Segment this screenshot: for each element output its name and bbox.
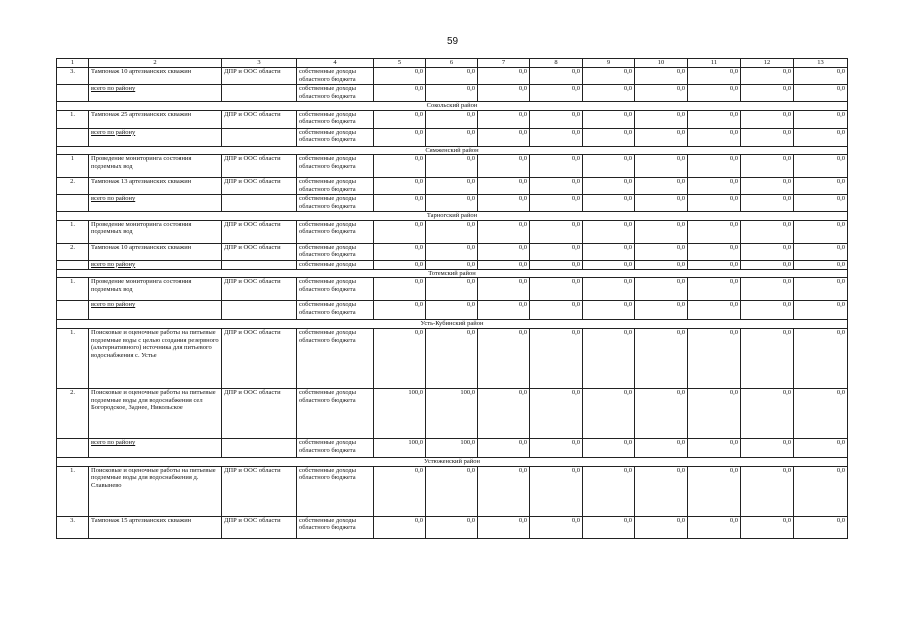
- amount-cell: 0,0: [794, 128, 848, 146]
- amount-cell: 0,0: [374, 128, 426, 146]
- funding-source: собственные доходы областного бюджета: [297, 85, 374, 102]
- district-name: Усть-Кубинский район: [57, 320, 848, 329]
- amount-cell: 0,0: [741, 466, 794, 516]
- amount-cell: 0,0: [635, 220, 688, 243]
- amount-cell: 0,0: [794, 301, 848, 320]
- amount-cell: 0,0: [741, 260, 794, 269]
- district-total-row: [57, 260, 848, 269]
- amount-cell: 0,0: [794, 516, 848, 538]
- amount-cell: 0,0: [794, 328, 848, 388]
- amount-cell: 0,0: [530, 195, 583, 212]
- amount-cell: 0,0: [741, 68, 794, 85]
- funding-source: собственные доходы областного бюджета: [297, 388, 374, 438]
- row-number: 2.: [57, 243, 89, 260]
- amount-cell: 0,0: [530, 278, 583, 301]
- amount-cell: 0,0: [374, 155, 426, 178]
- amount-cell: 0,0: [635, 85, 688, 102]
- measure-name: Тампонаж 10 артезианских скважин: [89, 68, 222, 85]
- amount-cell: 0,0: [478, 438, 530, 457]
- amount-cell: 0,0: [635, 438, 688, 457]
- amount-cell: 0,0: [741, 243, 794, 260]
- amount-cell: 0,0: [583, 466, 635, 516]
- amount-cell: 0,0: [688, 438, 741, 457]
- amount-cell: 0,0: [688, 85, 741, 102]
- measure-name: Тампонаж 25 артезианских скважин: [89, 110, 222, 128]
- amount-cell: 0,0: [741, 128, 794, 146]
- table-row: [57, 220, 848, 243]
- amount-cell: 0,0: [583, 243, 635, 260]
- amount-cell: 0,0: [426, 243, 478, 260]
- amount-cell: 0,0: [635, 260, 688, 269]
- measure-name: Проведение мониторинга состояния подземных вод: [89, 220, 222, 243]
- amount-cell: 0,0: [478, 68, 530, 85]
- amount-cell: 0,0: [374, 466, 426, 516]
- responsible-org: ДПР и ООС области: [222, 466, 297, 516]
- amount-cell: 0,0: [530, 155, 583, 178]
- amount-cell: 0,0: [688, 155, 741, 178]
- responsible-org: ДПР и ООС области: [222, 328, 297, 388]
- amount-cell: 100,0: [374, 388, 426, 438]
- row-number: [57, 195, 89, 212]
- responsible-org: ДПР и ООС области: [222, 68, 297, 85]
- amount-cell: 0,0: [794, 278, 848, 301]
- amount-cell: 0,0: [688, 301, 741, 320]
- amount-cell: 0,0: [374, 301, 426, 320]
- amount-cell: 0,0: [741, 516, 794, 538]
- measure-name: всего по району: [89, 85, 222, 102]
- amount-cell: 0,0: [688, 195, 741, 212]
- amount-cell: 0,0: [374, 516, 426, 538]
- funding-source: собственные доходы областного бюджета: [297, 328, 374, 388]
- amount-cell: 0,0: [426, 260, 478, 269]
- column-header: 10: [635, 59, 688, 68]
- amount-cell: 0,0: [426, 466, 478, 516]
- amount-cell: 0,0: [583, 301, 635, 320]
- amount-cell: 0,0: [583, 516, 635, 538]
- funding-source: собственные доходы областного бюджета: [297, 110, 374, 128]
- funding-source: собственные доходы областного бюджета: [297, 516, 374, 538]
- amount-cell: 0,0: [688, 243, 741, 260]
- amount-cell: 0,0: [635, 278, 688, 301]
- amount-cell: 0,0: [794, 388, 848, 438]
- amount-cell: 0,0: [478, 278, 530, 301]
- column-header: 8: [530, 59, 583, 68]
- district-header-row: [57, 320, 848, 329]
- amount-cell: 0,0: [583, 195, 635, 212]
- table-row: [57, 388, 848, 438]
- amount-cell: 0,0: [741, 328, 794, 388]
- amount-cell: 0,0: [426, 220, 478, 243]
- measure-name: Проведение мониторинга состояния подземных вод: [89, 155, 222, 178]
- measure-name: всего по району: [89, 128, 222, 146]
- amount-cell: 0,0: [478, 178, 530, 195]
- row-number: [57, 85, 89, 102]
- amount-cell: 0,0: [794, 85, 848, 102]
- amount-cell: 0,0: [478, 301, 530, 320]
- amount-cell: 0,0: [583, 328, 635, 388]
- district-total-row: [57, 301, 848, 320]
- amount-cell: 0,0: [530, 328, 583, 388]
- amount-cell: 0,0: [794, 260, 848, 269]
- amount-cell: 0,0: [635, 388, 688, 438]
- page-number: 59: [446, 36, 459, 47]
- amount-cell: 0,0: [530, 466, 583, 516]
- table-body: [57, 59, 848, 539]
- amount-cell: 0,0: [741, 438, 794, 457]
- measure-name: всего по району: [89, 195, 222, 212]
- row-number: 1.: [57, 220, 89, 243]
- amount-cell: 0,0: [583, 68, 635, 85]
- amount-cell: 0,0: [530, 438, 583, 457]
- table-row: [57, 243, 848, 260]
- amount-cell: 0,0: [478, 195, 530, 212]
- row-number: 3.: [57, 516, 89, 538]
- responsible-org: ДПР и ООС области: [222, 155, 297, 178]
- district-total-row: [57, 85, 848, 102]
- column-number-row: [57, 59, 848, 68]
- amount-cell: 0,0: [688, 178, 741, 195]
- district-header-row: [57, 212, 848, 221]
- table-row: [57, 178, 848, 195]
- responsible-org: [222, 85, 297, 102]
- row-number: [57, 301, 89, 320]
- table-row: [57, 110, 848, 128]
- funding-source: собственные доходы областного бюджета: [297, 301, 374, 320]
- row-number: 2.: [57, 178, 89, 195]
- amount-cell: 0,0: [741, 278, 794, 301]
- amount-cell: 0,0: [426, 155, 478, 178]
- funding-source: собственные доходы областного бюджета: [297, 155, 374, 178]
- measure-name: Поисковые и оценочные работы на питьевые подземные воды с целью создания резервного (альтернативного) источника для питьевого водоснабжения с. Устье: [89, 328, 222, 388]
- amount-cell: 0,0: [794, 68, 848, 85]
- table-row: [57, 516, 848, 538]
- amount-cell: 0,0: [426, 178, 478, 195]
- district-header-row: [57, 457, 848, 466]
- district-total-row: [57, 438, 848, 457]
- amount-cell: 100,0: [426, 438, 478, 457]
- amount-cell: 0,0: [426, 195, 478, 212]
- measure-name: Поисковые и оценочные работы на питьевые подземные воды для водоснабжения сел Богородское, Заднее, Никольское: [89, 388, 222, 438]
- district-header-row: [57, 146, 848, 155]
- amount-cell: 0,0: [794, 466, 848, 516]
- funding-source: собственные доходы областного бюджета: [297, 466, 374, 516]
- amount-cell: 0,0: [635, 516, 688, 538]
- funding-source: собственные доходы областного бюджета: [297, 220, 374, 243]
- row-number: [57, 438, 89, 457]
- responsible-org: [222, 195, 297, 212]
- funding-source: собственные доходы областного бюджета: [297, 438, 374, 457]
- amount-cell: 0,0: [741, 195, 794, 212]
- funding-source: собственные доходы областного бюджета: [297, 243, 374, 260]
- amount-cell: 0,0: [741, 110, 794, 128]
- amount-cell: 0,0: [530, 128, 583, 146]
- responsible-org: ДПР и ООС области: [222, 278, 297, 301]
- amount-cell: 0,0: [478, 388, 530, 438]
- column-header: 4: [297, 59, 374, 68]
- responsible-org: ДПР и ООС области: [222, 243, 297, 260]
- row-number: 1.: [57, 278, 89, 301]
- district-name: Тотемский район: [57, 269, 848, 278]
- responsible-org: [222, 438, 297, 457]
- responsible-org: ДПР и ООС области: [222, 110, 297, 128]
- amount-cell: 0,0: [530, 68, 583, 85]
- budget-table: [56, 58, 848, 539]
- amount-cell: 0,0: [374, 328, 426, 388]
- row-number: 1: [57, 155, 89, 178]
- measure-name: всего по району: [89, 301, 222, 320]
- amount-cell: 0,0: [741, 178, 794, 195]
- funding-source: собственные доходы областного бюджета: [297, 195, 374, 212]
- measure-name: всего по району: [89, 438, 222, 457]
- amount-cell: 0,0: [478, 328, 530, 388]
- column-header: 2: [89, 59, 222, 68]
- amount-cell: 0,0: [426, 301, 478, 320]
- amount-cell: 0,0: [583, 85, 635, 102]
- amount-cell: 0,0: [741, 220, 794, 243]
- amount-cell: 0,0: [530, 243, 583, 260]
- column-header: 11: [688, 59, 741, 68]
- table-row: [57, 155, 848, 178]
- amount-cell: 0,0: [374, 178, 426, 195]
- amount-cell: 0,0: [478, 260, 530, 269]
- responsible-org: [222, 301, 297, 320]
- measure-name: Тампонаж 15 артезианских скважин: [89, 516, 222, 538]
- measure-name: Поисковые и оценочные работы на питьевые подземные воды для водоснабжения д. Славынево: [89, 466, 222, 516]
- funding-source: собственные доходы: [297, 260, 374, 269]
- measure-name: всего по району: [89, 260, 222, 269]
- responsible-org: ДПР и ООС области: [222, 178, 297, 195]
- amount-cell: 0,0: [374, 85, 426, 102]
- amount-cell: 0,0: [688, 220, 741, 243]
- table-row: [57, 68, 848, 85]
- amount-cell: 0,0: [374, 195, 426, 212]
- amount-cell: 0,0: [635, 128, 688, 146]
- row-number: 1.: [57, 110, 89, 128]
- amount-cell: 0,0: [741, 301, 794, 320]
- amount-cell: 0,0: [635, 178, 688, 195]
- amount-cell: 0,0: [374, 220, 426, 243]
- column-header: 13: [794, 59, 848, 68]
- amount-cell: 0,0: [583, 128, 635, 146]
- amount-cell: 0,0: [426, 68, 478, 85]
- amount-cell: 0,0: [635, 328, 688, 388]
- amount-cell: 100,0: [426, 388, 478, 438]
- amount-cell: 0,0: [478, 516, 530, 538]
- row-number: 3.: [57, 68, 89, 85]
- amount-cell: 0,0: [426, 278, 478, 301]
- amount-cell: 0,0: [794, 155, 848, 178]
- amount-cell: 0,0: [374, 278, 426, 301]
- row-number: [57, 128, 89, 146]
- amount-cell: 0,0: [688, 128, 741, 146]
- amount-cell: 0,0: [688, 516, 741, 538]
- responsible-org: ДПР и ООС области: [222, 388, 297, 438]
- district-name: Устюженский район: [57, 457, 848, 466]
- district-name: Тарногский район: [57, 212, 848, 221]
- amount-cell: 0,0: [635, 301, 688, 320]
- amount-cell: 0,0: [688, 466, 741, 516]
- amount-cell: 0,0: [794, 110, 848, 128]
- amount-cell: 0,0: [794, 243, 848, 260]
- row-number: 1.: [57, 466, 89, 516]
- amount-cell: 0,0: [374, 243, 426, 260]
- amount-cell: 0,0: [478, 128, 530, 146]
- district-name: Сокольский район: [57, 102, 848, 111]
- district-total-row: [57, 128, 848, 146]
- column-header: 6: [426, 59, 478, 68]
- responsible-org: [222, 128, 297, 146]
- column-header: 5: [374, 59, 426, 68]
- measure-name: Проведение мониторинга состояния подземных вод: [89, 278, 222, 301]
- amount-cell: 0,0: [688, 388, 741, 438]
- amount-cell: 0,0: [635, 68, 688, 85]
- table-row: [57, 278, 848, 301]
- amount-cell: 0,0: [478, 243, 530, 260]
- amount-cell: 0,0: [426, 110, 478, 128]
- amount-cell: 0,0: [794, 220, 848, 243]
- column-header: 1: [57, 59, 89, 68]
- amount-cell: 0,0: [426, 128, 478, 146]
- funding-source: собственные доходы областного бюджета: [297, 128, 374, 146]
- amount-cell: 0,0: [635, 466, 688, 516]
- amount-cell: 0,0: [688, 68, 741, 85]
- amount-cell: 0,0: [741, 155, 794, 178]
- amount-cell: 0,0: [530, 516, 583, 538]
- funding-source: собственные доходы областного бюджета: [297, 68, 374, 85]
- amount-cell: 0,0: [635, 155, 688, 178]
- table-row: [57, 466, 848, 516]
- amount-cell: 0,0: [583, 438, 635, 457]
- district-total-row: [57, 195, 848, 212]
- amount-cell: 100,0: [374, 438, 426, 457]
- measure-name: Тампонаж 10 артезианских скважин: [89, 243, 222, 260]
- row-number: 2.: [57, 388, 89, 438]
- column-header: 9: [583, 59, 635, 68]
- amount-cell: 0,0: [741, 388, 794, 438]
- amount-cell: 0,0: [688, 260, 741, 269]
- amount-cell: 0,0: [530, 178, 583, 195]
- amount-cell: 0,0: [374, 68, 426, 85]
- amount-cell: 0,0: [426, 328, 478, 388]
- amount-cell: 0,0: [530, 260, 583, 269]
- column-header: 12: [741, 59, 794, 68]
- amount-cell: 0,0: [530, 85, 583, 102]
- amount-cell: 0,0: [688, 278, 741, 301]
- amount-cell: 0,0: [478, 85, 530, 102]
- amount-cell: 0,0: [478, 110, 530, 128]
- amount-cell: 0,0: [374, 110, 426, 128]
- amount-cell: 0,0: [688, 110, 741, 128]
- amount-cell: 0,0: [583, 155, 635, 178]
- funding-source: собственные доходы областного бюджета: [297, 278, 374, 301]
- amount-cell: 0,0: [635, 243, 688, 260]
- amount-cell: 0,0: [688, 328, 741, 388]
- amount-cell: 0,0: [794, 195, 848, 212]
- amount-cell: 0,0: [794, 438, 848, 457]
- amount-cell: 0,0: [635, 195, 688, 212]
- row-number: [57, 260, 89, 269]
- responsible-org: ДПР и ООС области: [222, 220, 297, 243]
- amount-cell: 0,0: [478, 220, 530, 243]
- amount-cell: 0,0: [530, 110, 583, 128]
- district-header-row: [57, 102, 848, 111]
- amount-cell: 0,0: [583, 278, 635, 301]
- table-row: [57, 328, 848, 388]
- amount-cell: 0,0: [794, 178, 848, 195]
- funding-source: собственные доходы областного бюджета: [297, 178, 374, 195]
- column-header: 7: [478, 59, 530, 68]
- amount-cell: 0,0: [426, 516, 478, 538]
- amount-cell: 0,0: [635, 110, 688, 128]
- amount-cell: 0,0: [478, 155, 530, 178]
- responsible-org: ДПР и ООС области: [222, 516, 297, 538]
- amount-cell: 0,0: [426, 85, 478, 102]
- column-header: 3: [222, 59, 297, 68]
- amount-cell: 0,0: [583, 260, 635, 269]
- amount-cell: 0,0: [478, 466, 530, 516]
- amount-cell: 0,0: [583, 178, 635, 195]
- amount-cell: 0,0: [530, 301, 583, 320]
- amount-cell: 0,0: [530, 220, 583, 243]
- amount-cell: 0,0: [583, 110, 635, 128]
- amount-cell: 0,0: [583, 220, 635, 243]
- measure-name: Тампонаж 13 артезианских скважин: [89, 178, 222, 195]
- district-header-row: [57, 269, 848, 278]
- amount-cell: 0,0: [583, 388, 635, 438]
- district-name: Сямженский район: [57, 146, 848, 155]
- row-number: 1.: [57, 328, 89, 388]
- responsible-org: [222, 260, 297, 269]
- amount-cell: 0,0: [741, 85, 794, 102]
- amount-cell: 0,0: [374, 260, 426, 269]
- amount-cell: 0,0: [530, 388, 583, 438]
